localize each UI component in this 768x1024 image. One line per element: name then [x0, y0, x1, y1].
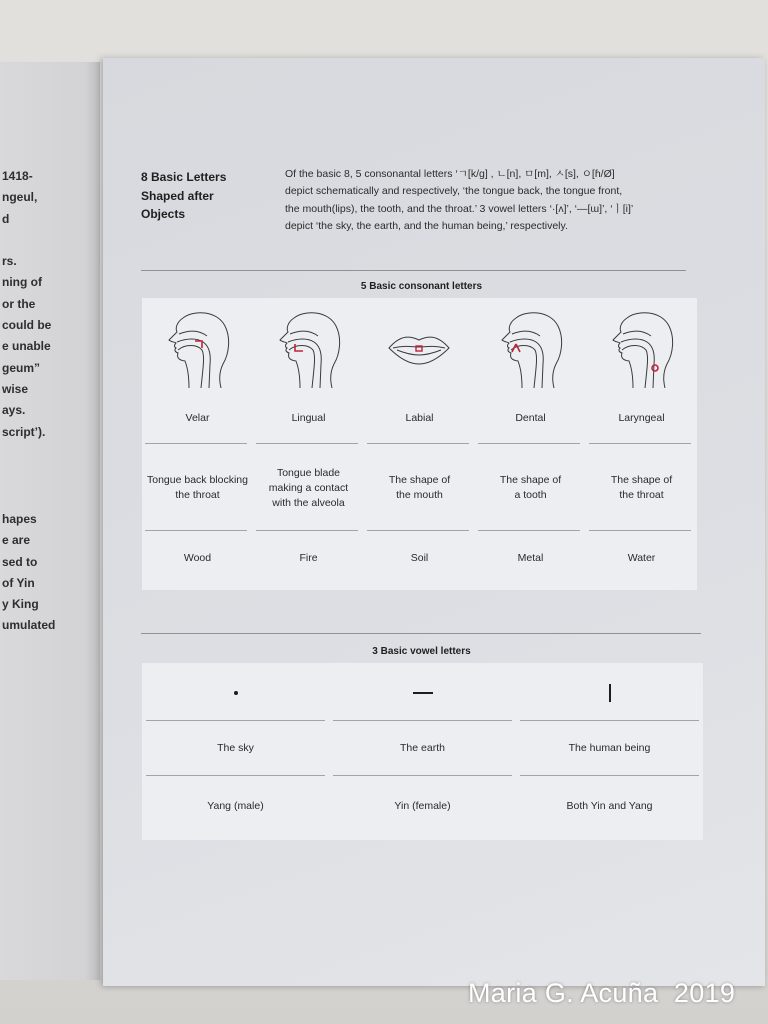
section-heading-line: Objects [141, 207, 186, 221]
consonant-column-lingual [253, 298, 364, 590]
divider [367, 530, 469, 531]
face-profile [169, 318, 189, 388]
face-profile [280, 318, 300, 388]
left-page-line: geum” [2, 360, 41, 375]
tongue-line [178, 346, 204, 389]
photographer-watermark: Maria G. Acuña 2019 [468, 978, 736, 1008]
description-line: Tongue back blocking [147, 474, 248, 486]
consonant-element: Metal [517, 552, 544, 564]
left-page-line: hapes [2, 512, 37, 526]
consonant-element: Fire [299, 552, 318, 564]
consonant-element: Water [627, 552, 656, 564]
divider [256, 530, 358, 531]
description-line: a tooth [514, 489, 547, 501]
head-outline [183, 313, 229, 388]
left-page [0, 62, 100, 980]
divider [520, 720, 699, 721]
left-page-line: umulated [2, 618, 56, 633]
left-page-line: script’). [2, 424, 46, 439]
face-profile [613, 318, 633, 388]
left-page-line: e are [2, 533, 31, 548]
description-line: The shape of [610, 474, 673, 486]
divider [520, 775, 699, 776]
horizontal-bar-icon [413, 692, 433, 694]
consonant-element: Soil [410, 552, 429, 564]
left-page-line: could be [2, 318, 52, 333]
description-line: the throat [175, 489, 220, 501]
velar-head-icon [161, 308, 233, 388]
consonant-column-velar [142, 298, 253, 590]
palate-line [177, 339, 210, 388]
consonant-column-labial [364, 298, 475, 590]
dot-icon [234, 691, 238, 695]
head-outline [627, 313, 673, 388]
consonant-name: Dental [515, 412, 546, 424]
paragraph-line: the mouth(lips), the tooth, and the throat.’ 3 vowel letters ‘·[ʌ]’, ‘—[ɯ]’, ‘ㅣ[i]’ [285, 202, 634, 215]
vowel-nature: Both Yin and Yang [566, 800, 653, 812]
consonant-description [142, 456, 253, 520]
right-page [103, 58, 765, 986]
paragraph-line: depict ‘the sky, the earth, and the human being,’ respectively. [285, 219, 568, 232]
lingual-head-icon [272, 308, 344, 388]
section-heading-line: 8 Basic Letters [141, 170, 227, 184]
left-page-line: d [2, 211, 10, 226]
divider [145, 530, 247, 531]
description-line: the mouth [396, 489, 443, 501]
vowel-letter [142, 681, 329, 705]
divider [589, 443, 691, 444]
head-outline [516, 313, 562, 388]
divider [589, 530, 691, 531]
vowel-nature: Yang (male) [207, 800, 264, 812]
nasal-line [512, 331, 540, 336]
dental-head-icon [494, 308, 566, 388]
left-page-line: ning of [2, 275, 42, 290]
vowel-meaning: The earth [400, 742, 445, 754]
description-line: making a contact [268, 481, 349, 494]
divider [478, 530, 580, 531]
consonants-table [142, 298, 697, 590]
tongue-line [622, 346, 648, 389]
vowel-nature: Yin (female) [394, 800, 451, 812]
vowel-meaning: The sky [217, 742, 254, 754]
consonant-name: Laryngeal [618, 412, 665, 424]
left-page-line: e unable [2, 339, 51, 354]
laryngeal-head-icon [605, 308, 677, 388]
left-page-line: y King [2, 597, 39, 612]
paragraph-line: depict schematically and respectively, ‘the tongue back, the tongue front, [285, 185, 623, 198]
tongue-line [511, 346, 537, 389]
left-page-line: ngeul, [2, 190, 38, 205]
consonant-column-laryngeal [586, 298, 697, 590]
description-line: the throat [619, 489, 664, 501]
palate-line [621, 339, 654, 388]
left-page-line: 1418- [2, 169, 33, 183]
left-page-line: or the [2, 296, 36, 311]
vowel-letter [516, 681, 703, 705]
left-page-line: of Yin [2, 575, 35, 590]
vowel-column-sky [142, 663, 329, 840]
left-page-line: sed to [2, 554, 38, 569]
divider [478, 443, 580, 444]
description-line: with the alveola [272, 496, 345, 509]
consonant-name: Velar [185, 412, 210, 424]
description-line: The shape of [388, 474, 451, 486]
consonant-description [364, 456, 475, 520]
dental-mark [512, 344, 520, 352]
divider [146, 775, 325, 776]
tongue-line [289, 346, 315, 389]
palate-line [288, 339, 321, 388]
vowel-letter [329, 681, 516, 705]
consonant-description [253, 456, 364, 520]
vowel-meaning: The human being [568, 742, 651, 754]
divider [141, 633, 701, 634]
section-heading-line: Shaped after [141, 188, 214, 203]
divider [333, 775, 512, 776]
vowels-title: 3 Basic vowel letters [372, 646, 471, 657]
section-paragraph [285, 166, 633, 235]
face-profile [502, 318, 522, 388]
nasal-line [623, 331, 651, 336]
divider [145, 443, 247, 444]
description-line: The shape of [499, 474, 562, 486]
nasal-line [179, 331, 207, 336]
vowel-column-earth [329, 663, 516, 840]
divider [256, 443, 358, 444]
divider [333, 720, 512, 721]
laryngeal-mark [652, 365, 658, 371]
consonants-title: 5 Basic consonant letters [360, 281, 483, 292]
consonant-name: Labial [405, 412, 434, 424]
consonant-description [586, 456, 697, 520]
divider [367, 443, 469, 444]
left-page-line: wise [2, 381, 29, 396]
left-page-line: rs. [2, 254, 17, 269]
consonant-element: Wood [183, 552, 212, 564]
vertical-bar-icon [609, 684, 611, 702]
section-heading [141, 168, 226, 224]
description-line: Tongue blade [276, 466, 341, 479]
divider [146, 720, 325, 721]
vowels-table [142, 663, 703, 840]
vowel-column-human [516, 663, 703, 840]
consonant-column-dental [475, 298, 586, 590]
nasal-line [290, 331, 318, 336]
left-page-line: ays. [2, 403, 26, 418]
consonant-description [475, 456, 586, 520]
left-page-spacer [2, 230, 51, 251]
left-page-text-top [2, 166, 51, 443]
paragraph-line: Of the basic 8, 5 consonantal letters ‘ㄱ[k/g] , ㄴ[n], ㅁ[m], ㅅ[s], ㅇ[ɦ/Ø] [285, 168, 615, 180]
consonant-name: Lingual [291, 412, 326, 424]
labial-lips-icon [383, 308, 455, 388]
left-page-text-bottom [2, 509, 55, 637]
divider [141, 270, 686, 271]
